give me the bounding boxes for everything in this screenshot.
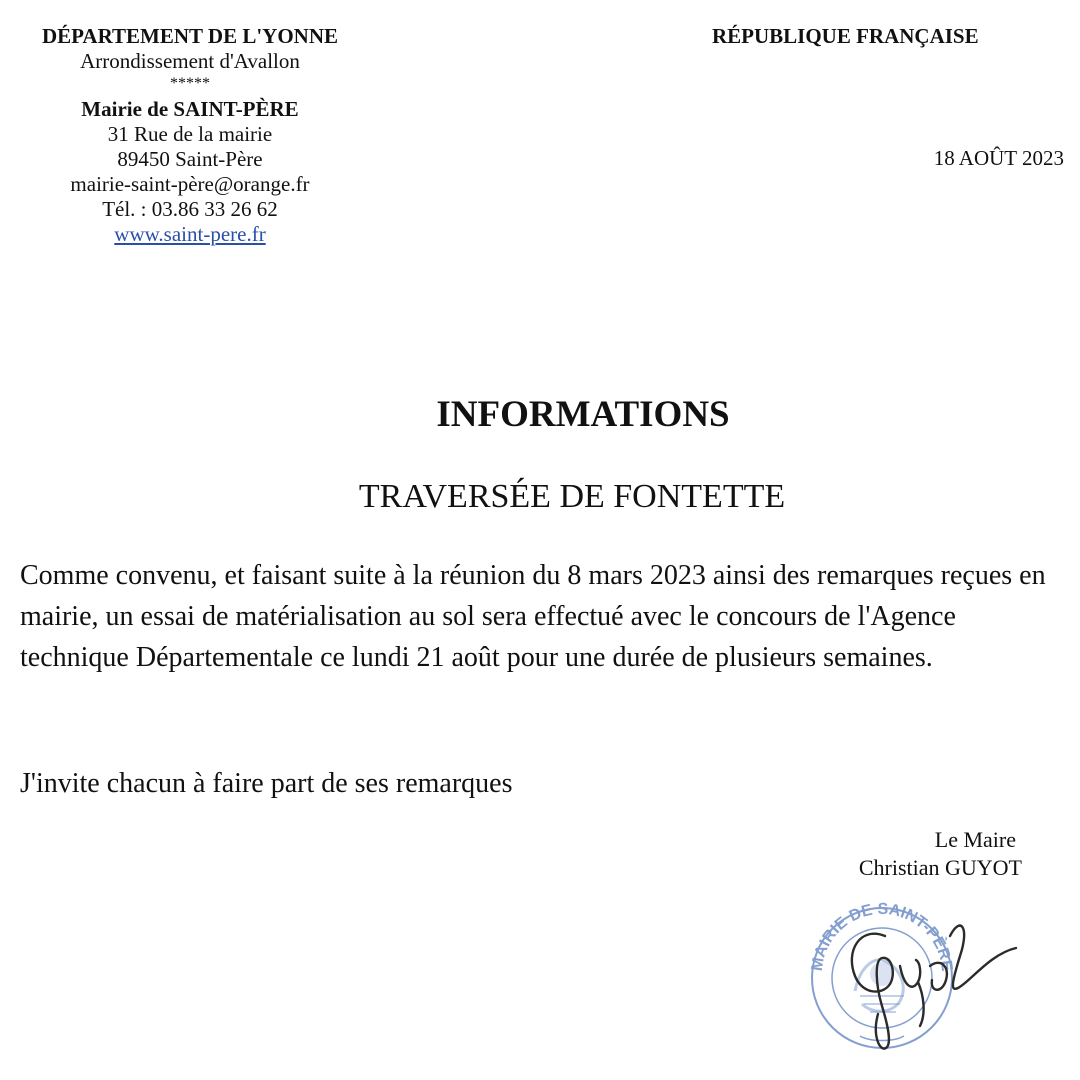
signatory-name: Christian GUYOT <box>858 855 1022 880</box>
email-address: mairie-saint-père@orange.fr <box>70 172 310 196</box>
website-link[interactable]: www.saint-pere.fr <box>114 222 266 246</box>
letter-date: 18 AOÛT 2023 <box>933 146 1064 170</box>
stamp-lettering: MAIRIE DE SAINT-PÈRE <box>808 900 956 973</box>
republic-header: RÉPUBLIQUE FRANÇAISE <box>712 24 979 48</box>
municipal-letterhead <box>20 24 360 247</box>
official-stamp-icon <box>809 901 955 1048</box>
mayor-stamp-and-signature <box>800 896 1030 1056</box>
department-name: DÉPARTEMENT DE L'YONNE <box>41 24 339 48</box>
street-address: 31 Rue de la mairie <box>107 122 273 146</box>
mairie-name: Mairie de SAINT-PÈRE <box>81 97 299 121</box>
page-title: INFORMATIONS <box>436 394 730 435</box>
signatory-role: Le Maire <box>934 827 1016 852</box>
signature-block <box>858 826 1022 882</box>
separator-stars: ***** <box>170 75 210 92</box>
page-subtitle: TRAVERSÉE DE FONTETTE <box>358 478 786 515</box>
invite-text: J'invite chacun à faire part de ses remarques <box>20 768 513 799</box>
phone-number: Tél. : 03.86 33 26 62 <box>102 197 278 221</box>
city-address: 89450 Saint-Père <box>117 147 263 171</box>
arrondissement: Arrondissement d'Avallon <box>80 49 300 73</box>
announcement-paragraph: Comme convenu, et faisant suite à la réunion du 8 mars 2023 ainsi des remarques reçues en mairie, un essai de matérialisation au sol sera effectué avec le concours de l'Agence technique Départementale ce lundi 21 août pour une durée de plusieurs semaines. <box>20 560 1046 673</box>
